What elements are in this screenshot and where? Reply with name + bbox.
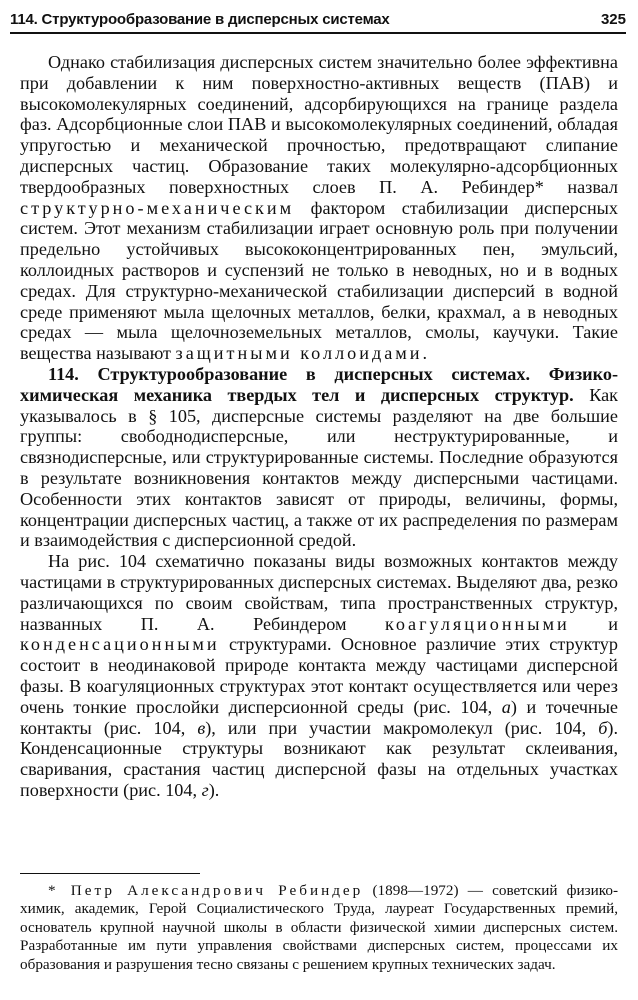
spaced-term: коагуляционными bbox=[384, 613, 570, 634]
running-header bbox=[10, 6, 626, 34]
section-heading: 114. Структурообразование в дисперсных системах. Физико-химическая механика твердых тел и дисперсных структур. bbox=[20, 363, 618, 405]
text-run: (1898—1972) — советский физико-химик, академик, Герой Социалистического Труда, лауреат Государственных премий, основатель крупной научной школы в области физической химии дисперсных систем. Разработанные им пути управления свойствами дисперсных систем, процессами их образования и разрушения тесно связаны с решением крупных технических задач. bbox=[20, 882, 619, 973]
text-run: ), или при участии макромолекул (рис. 104, bbox=[205, 717, 599, 738]
spaced-term: конденсационными bbox=[20, 634, 220, 655]
text-run: и bbox=[569, 613, 619, 634]
footnote bbox=[20, 882, 618, 974]
text-run: Однако стабилизация дисперсных систем значительно более эффективна при добавлении к ним поверхностно-активных веществ (ПАВ) и высокомолекулярных соединений, адсорбирующихся на границе раздела фаз. Адсорбционные слои ПАВ и высокомолекулярных соединений, обладая упругостью и механической прочностью, предотвращают слипание дисперсных частиц. Образование таких молекулярно-адсорбционных твердообразных поверхностных слоев П. А. Ребиндер* назвал bbox=[20, 52, 618, 197]
text-run: Как указывалось в § 105, дисперсные системы разделяют на две большие группы: свободнодисперсные, или неструктурированные, и связнодисперсные, или структурированные системы. Последние образуются в результате возникновения контактов между дисперсными частицами. Особенности этих контактов зависят от природы, величины, формы, концентрации дисперсных частиц, а также от их распределения по размерам и взаимодействия с дисперсионной средой. bbox=[20, 384, 618, 551]
text-run: фактором стабилизации дисперсных систем. Этот механизм стабилизации играет основную роль при получении предельно устойчивых высококонцентрированных пен, эмульсий, коллоидных растворов и суспензий не только в неводных, но и в водных средах. Для структурно-механической стабилизации дисперсий в водной среде применяют мыла щелочных металлов, белки, крахмал, а в неводных средах — мыла щелочноземельных металлов, смолы, каучуки. Такие вещества называют bbox=[20, 197, 618, 364]
figure-ref-letter: г bbox=[201, 779, 209, 800]
text-run: На рис. 104 схематично показаны виды возможных контактов между частицами в структурированных дисперсных системах. Выделяют два, резко различающихся по своим свойствам, типа пространственных структур, названных П. А. Ребиндером bbox=[20, 551, 618, 634]
paragraph-stabilization bbox=[20, 52, 618, 364]
text-run: . bbox=[422, 343, 428, 364]
footnote-name: * Петр Александрович Ребиндер bbox=[48, 882, 364, 899]
header-title: 114. Структурообразование в дисперсных системах bbox=[10, 11, 390, 28]
figure-ref-letter: б bbox=[598, 717, 608, 738]
figure-ref-letter: а bbox=[501, 696, 511, 717]
text-run: ). bbox=[208, 779, 220, 800]
text-run: ) и точечные контакты (рис. 104, bbox=[20, 696, 618, 738]
text-run: структурами. Основное различие этих структур состоит в неодинаковой природе контакта между частицами дисперсной фазы. В коагуляционных структурах этот контакт осуществляется или через очень тонкие прослойки дисперсионной среды (рис. 104, bbox=[20, 634, 618, 717]
page-number: 325 bbox=[600, 11, 626, 28]
footnote-text bbox=[20, 882, 618, 974]
figure-ref-letter: в bbox=[197, 717, 206, 738]
spaced-term: структурно-механическим bbox=[20, 197, 295, 218]
main-text bbox=[20, 52, 618, 801]
spaced-term: защитными коллоидами bbox=[175, 343, 423, 364]
footnote-divider bbox=[20, 873, 200, 874]
paragraph-section-114 bbox=[20, 364, 618, 551]
paragraph-figure-104 bbox=[20, 551, 618, 801]
text-run: ). Конденсационные структуры возникают как результат склеивания, сваривания, срастания частиц дисперсной фазы на отдельных участках поверхности (рис. 104, bbox=[20, 717, 619, 800]
